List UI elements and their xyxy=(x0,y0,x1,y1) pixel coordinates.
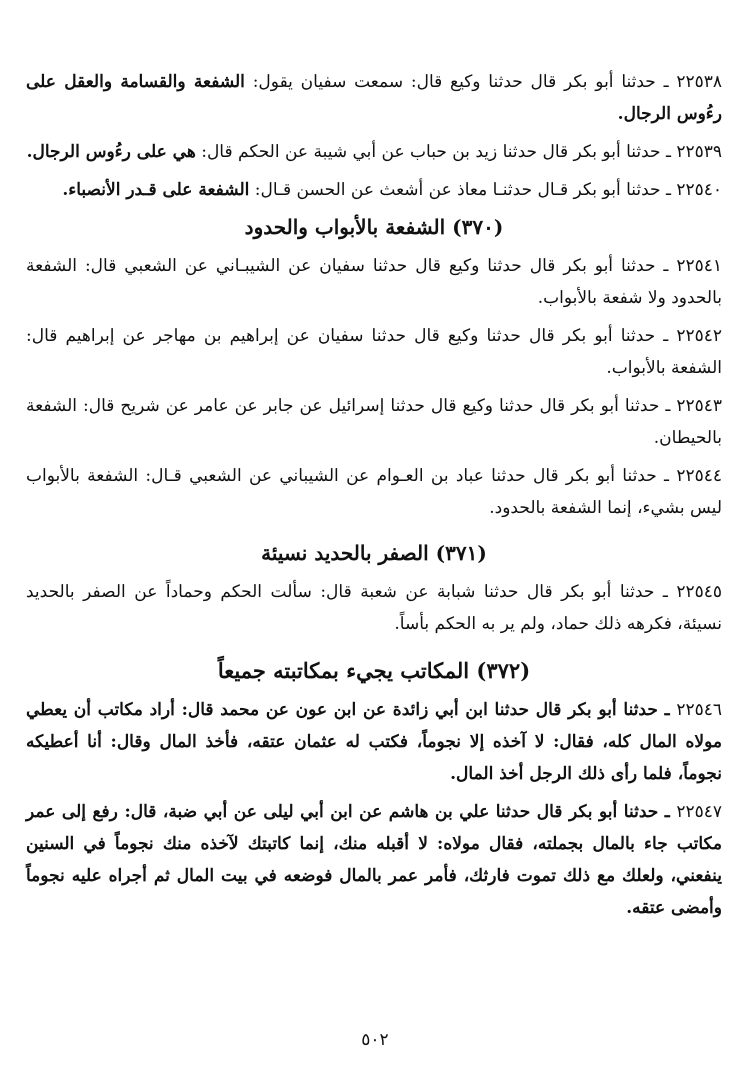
section-heading-372: (٣٧٢) المكاتب يجيء بمكاتبته جميعاً xyxy=(217,658,531,683)
hadith-number: ٢٢٥٤٢ xyxy=(676,326,723,346)
hadith-22541 xyxy=(26,250,722,314)
hadith-quote: هي على رءُوس الرجال. xyxy=(26,142,196,162)
hadith-text: ـ حدثنا أبو بكر قال حدثنا ابن أبي زائدة عن ابن عون عن محمد قال: أراد مكاتب أن يعطي مولاه المال كله، فقال: لا آخذه إلا نجوماً، فكتب له عثمان عتقه، فأخذ المال وقال: أنا أعطيكه نجوماً، فلما رأى ذلك الرجل أخذ المال. xyxy=(26,700,722,784)
hadith-number: ٢٢٥٤٦ xyxy=(676,700,722,720)
hadith-text: ـ حدثنا أبو بكر قال حدثنا وكيع قال حدثنا إسرائيل عن جابر عن عامر عن شريح قال: الشفعة بالحيطان. xyxy=(26,396,722,448)
hadith-text: ـ حدثنا أبو بكر قال حدثنا وكيع قال حدثنا سفيان عن إبراهيم بن مهاجر عن إبراهيم قال: الشفعة بالأبواب. xyxy=(26,326,722,378)
hadith-22545 xyxy=(26,576,722,640)
hadith-text: ـ حدثنا أبو بكر قال حدثنا شبابة عن شعبة قال: سألت الحكم وحماداً عن الصفر بالحديد نسيئة، فكرهه ذلك حماد، ولم ير به الحكم بأساً. xyxy=(26,582,722,634)
section-372-body xyxy=(26,694,722,924)
hadith-22546 xyxy=(26,694,722,790)
hadith-text: ـ حدثنا أبو بكر قال حدثنا علي بن هاشم عن ابن أبي ليلى عن أبي ضبة، قال: رفع إلى عمر مكاتب جاء بالمال بجملته، فقال مولاه: لا أقبله منك، إنما كاتبتك لآخذه منك نجوماً في السنين ينفعني، ولعلك مع ذلك تموت فارثك، فأمر عمر بالمال فوضعه في بيت المال ثم أجراه عليه نجوماً وأمضى عتقه. xyxy=(26,802,722,918)
hadith-quote: الشفعة والقسامة والعقل على رءُوس الرجال. xyxy=(26,72,722,124)
hadith-number: ٢٢٥٣٨ xyxy=(676,72,723,92)
hadith-text: ـ حدثنا أبو بكر قال حدثنا زيد بن حباب عن أبي شيبة عن الحكم قال: xyxy=(201,142,671,162)
hadith-number: ٢٢٥٤٤ xyxy=(676,466,722,486)
section-heading-371: (٣٧١) الصفر بالحديد نسيئة xyxy=(261,541,487,565)
hadith-22538 xyxy=(26,66,722,130)
hadith-22542 xyxy=(26,320,722,384)
hadith-22547 xyxy=(26,796,722,924)
hadith-number: ٢٢٥٤١ xyxy=(676,256,723,276)
page-number: ٥٠٢ xyxy=(361,1030,389,1050)
hadith-22544 xyxy=(26,460,722,524)
hadith-number: ٢٢٥٤٣ xyxy=(676,396,723,416)
hadith-22543 xyxy=(26,390,722,454)
hadith-quote: الشفعة على قـدر الأنصباء. xyxy=(62,180,250,200)
hadith-text: ـ حدثنا أبو بكر قال حدثنا وكيع قال حدثنا سفيان عن الشيبـاني عن الشعبي قال: الشفعة بالحدود ولا شفعة بالأبواب. xyxy=(26,256,722,308)
hadith-22539 xyxy=(26,136,722,168)
hadith-text: ـ حدثنا أبو بكر قال حدثنا وكيع قال: سمعت سفيان يقول: xyxy=(252,72,669,92)
section-heading-370: (٣٧٠) الشفعة بالأبواب والحدود xyxy=(244,215,504,239)
hadith-text: ـ حدثنا أبو بكر قال حدثنا عباد بن العـوام عن الشيباني عن الشعبي قـال: الشفعة بالأبواب ليس بشيء، إنما الشفعة بالحدود. xyxy=(26,466,722,518)
hadith-22540 xyxy=(26,174,722,206)
hadith-number: ٢٢٥٤٠ xyxy=(676,180,722,200)
hadith-number: ٢٢٥٤٧ xyxy=(676,802,722,822)
hadith-text: ـ حدثنا أبو بكر قـال حدثنـا معاذ عن أشعث عن الحسن قـال: xyxy=(254,180,671,200)
hadith-number: ٢٢٥٣٩ xyxy=(676,142,722,162)
hadith-number: ٢٢٥٤٥ xyxy=(676,582,722,602)
